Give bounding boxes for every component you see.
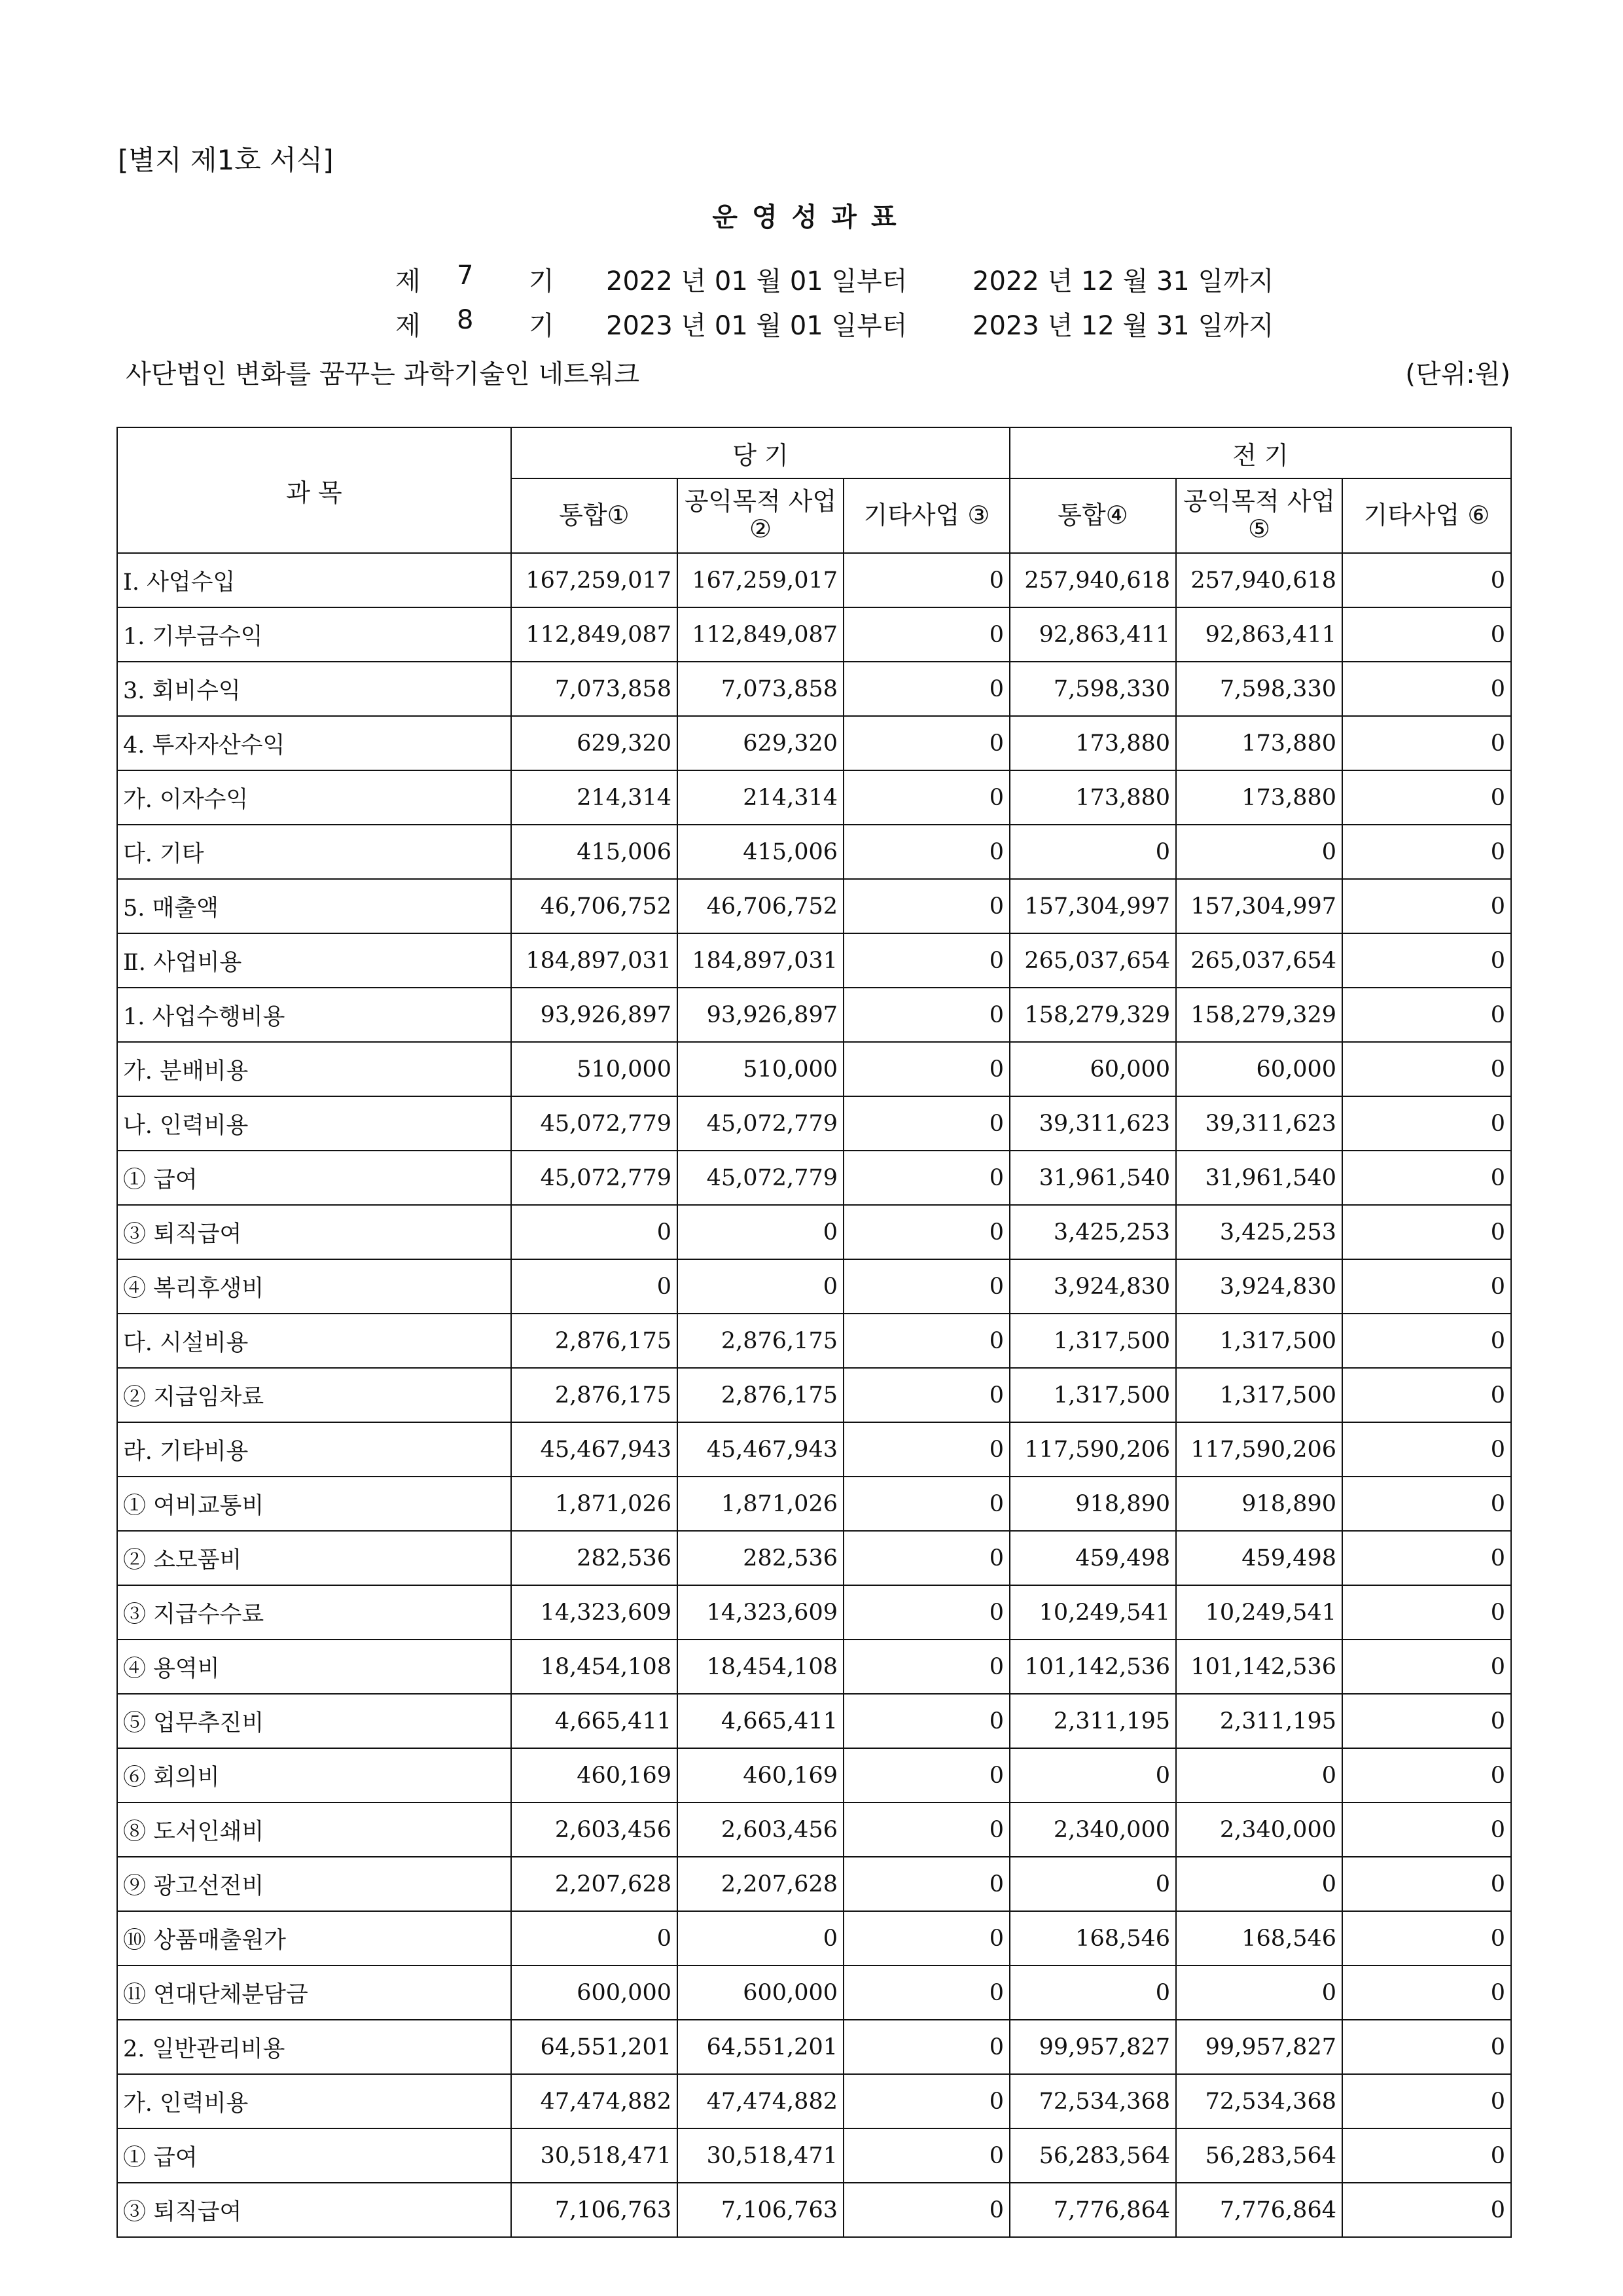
- row-subject: 5. 매출액: [117, 879, 511, 933]
- table-row: [117, 879, 1511, 933]
- row-value-col-5: 3,425,253: [1176, 1205, 1342, 1259]
- table-row: [117, 1911, 1511, 1965]
- row-subject: 3. 회비수익: [117, 662, 511, 716]
- row-value-col-4: 92,863,411: [1010, 607, 1176, 662]
- row-value-col-5: 39,311,623: [1176, 1096, 1342, 1151]
- row-value-col-2: 2,207,628: [677, 1857, 844, 1911]
- row-value-col-1: 46,706,752: [511, 879, 677, 933]
- row-value-col-5: 0: [1176, 1748, 1342, 1803]
- row-value-col-5: 10,249,541: [1176, 1585, 1342, 1640]
- row-subject: 1. 사업수행비용: [117, 988, 511, 1042]
- row-subject: ④ 복리후생비: [117, 1259, 511, 1314]
- table-row: [117, 1314, 1511, 1368]
- header-prior-period: 전 기: [1010, 427, 1511, 478]
- row-value-col-1: 460,169: [511, 1748, 677, 1803]
- table-row: [117, 933, 1511, 988]
- row-value-col-1: 2,876,175: [511, 1314, 677, 1368]
- period-prefix: 제: [395, 311, 421, 341]
- table-row: [117, 1640, 1511, 1694]
- row-subject: ⑩ 상품매출원가: [117, 1911, 511, 1965]
- row-value-col-2: 45,072,779: [677, 1096, 844, 1151]
- row-value-col-1: 2,876,175: [511, 1368, 677, 1422]
- row-value-col-4: 10,249,541: [1010, 1585, 1176, 1640]
- row-value-col-2: 0: [677, 1911, 844, 1965]
- operating-results-table: [116, 427, 1512, 2238]
- row-subject: ② 소모품비: [117, 1531, 511, 1585]
- table-row: [117, 1748, 1511, 1803]
- table-row: [117, 770, 1511, 825]
- row-value-col-2: 64,551,201: [677, 2020, 844, 2074]
- row-value-col-4: 2,311,195: [1010, 1694, 1176, 1748]
- row-value-col-6: 0: [1342, 1259, 1511, 1314]
- row-value-col-4: 2,340,000: [1010, 1803, 1176, 1857]
- row-value-col-2: 112,849,087: [677, 607, 844, 662]
- row-value-col-1: 45,072,779: [511, 1096, 677, 1151]
- row-value-col-3: 0: [844, 662, 1010, 716]
- row-subject: ② 지급임차료: [117, 1368, 511, 1422]
- row-value-col-3: 0: [844, 933, 1010, 988]
- table-row: [117, 2128, 1511, 2183]
- row-value-col-2: 460,169: [677, 1748, 844, 1803]
- row-value-col-3: 0: [844, 1368, 1010, 1422]
- row-value-col-4: 0: [1010, 1857, 1176, 1911]
- table-row: [117, 662, 1511, 716]
- period-start: 2022 년 01 월 01 일부터: [606, 266, 908, 296]
- table-row: [117, 1694, 1511, 1748]
- row-value-col-6: 0: [1342, 1965, 1511, 2020]
- row-value-col-5: 60,000: [1176, 1042, 1342, 1096]
- table-row: [117, 1259, 1511, 1314]
- row-value-col-2: 2,603,456: [677, 1803, 844, 1857]
- row-value-col-2: 18,454,108: [677, 1640, 844, 1694]
- row-value-col-2: 2,876,175: [677, 1368, 844, 1422]
- row-value-col-3: 0: [844, 1477, 1010, 1531]
- row-subject: ⑤ 업무추진비: [117, 1694, 511, 1748]
- row-value-col-3: 0: [844, 1803, 1010, 1857]
- form-label: [별지 제1호 서식]: [118, 144, 334, 176]
- unit-label: (단위:원): [1405, 359, 1510, 389]
- row-value-col-6: 0: [1342, 716, 1511, 770]
- row-value-col-6: 0: [1342, 1640, 1511, 1694]
- row-value-col-5: 92,863,411: [1176, 607, 1342, 662]
- row-value-col-3: 0: [844, 1205, 1010, 1259]
- row-value-col-1: 18,454,108: [511, 1640, 677, 1694]
- table-row: [117, 1096, 1511, 1151]
- row-value-col-3: 0: [844, 1422, 1010, 1477]
- period-end: 2023 년 12 월 31 일까지: [972, 311, 1274, 341]
- row-value-col-3: 0: [844, 2183, 1010, 2237]
- row-value-col-1: 7,106,763: [511, 2183, 677, 2237]
- row-value-col-3: 0: [844, 1531, 1010, 1585]
- row-subject: ④ 용역비: [117, 1640, 511, 1694]
- row-value-col-2: 7,073,858: [677, 662, 844, 716]
- row-value-col-3: 0: [844, 553, 1010, 607]
- table-row: [117, 1477, 1511, 1531]
- row-subject: 라. 기타비용: [117, 1422, 511, 1477]
- row-subject: ③ 퇴직급여: [117, 2183, 511, 2237]
- row-value-col-6: 0: [1342, 1477, 1511, 1531]
- row-value-col-1: 629,320: [511, 716, 677, 770]
- row-value-col-5: 31,961,540: [1176, 1151, 1342, 1205]
- row-value-col-3: 0: [844, 988, 1010, 1042]
- row-value-col-6: 0: [1342, 825, 1511, 879]
- row-value-col-2: 0: [677, 1205, 844, 1259]
- row-value-col-5: 2,311,195: [1176, 1694, 1342, 1748]
- row-subject: ① 급여: [117, 1151, 511, 1205]
- row-value-col-6: 0: [1342, 1422, 1511, 1477]
- header-col-3: 기타사업 ③: [844, 478, 1010, 553]
- row-subject: 나. 인력비용: [117, 1096, 511, 1151]
- header-col-2: 공익목적 사업②: [677, 478, 844, 553]
- row-value-col-5: 459,498: [1176, 1531, 1342, 1585]
- row-value-col-5: 157,304,997: [1176, 879, 1342, 933]
- row-value-col-5: 7,598,330: [1176, 662, 1342, 716]
- row-subject: 2. 일반관리비용: [117, 2020, 511, 2074]
- period-number: 8: [457, 305, 474, 335]
- row-value-col-2: 282,536: [677, 1531, 844, 1585]
- row-value-col-5: 117,590,206: [1176, 1422, 1342, 1477]
- row-value-col-3: 0: [844, 825, 1010, 879]
- row-value-col-1: 415,006: [511, 825, 677, 879]
- table-row: [117, 553, 1511, 607]
- row-value-col-4: 39,311,623: [1010, 1096, 1176, 1151]
- period-end: 2022 년 12 월 31 일까지: [972, 266, 1274, 296]
- table-row: [117, 1585, 1511, 1640]
- row-value-col-6: 0: [1342, 1585, 1511, 1640]
- table-row: [117, 1803, 1511, 1857]
- row-subject: 다. 시설비용: [117, 1314, 511, 1368]
- row-value-col-6: 0: [1342, 2020, 1511, 2074]
- row-value-col-5: 56,283,564: [1176, 2128, 1342, 2183]
- table-body: [117, 553, 1511, 2237]
- row-value-col-6: 0: [1342, 553, 1511, 607]
- row-value-col-4: 99,957,827: [1010, 2020, 1176, 2074]
- row-value-col-6: 0: [1342, 1368, 1511, 1422]
- row-value-col-4: 257,940,618: [1010, 553, 1176, 607]
- row-value-col-6: 0: [1342, 1205, 1511, 1259]
- row-value-col-6: 0: [1342, 988, 1511, 1042]
- row-subject: ⑥ 회의비: [117, 1748, 511, 1803]
- row-value-col-2: 510,000: [677, 1042, 844, 1096]
- table-row: [117, 1151, 1511, 1205]
- row-value-col-5: 0: [1176, 1965, 1342, 2020]
- row-value-col-2: 214,314: [677, 770, 844, 825]
- table-row: [117, 716, 1511, 770]
- row-subject: ⑧ 도서인쇄비: [117, 1803, 511, 1857]
- row-value-col-3: 0: [844, 1042, 1010, 1096]
- period-number: 7: [457, 260, 474, 291]
- period-prefix: 제: [395, 266, 421, 296]
- row-value-col-2: 1,871,026: [677, 1477, 844, 1531]
- row-value-col-3: 0: [844, 1096, 1010, 1151]
- row-value-col-3: 0: [844, 1694, 1010, 1748]
- row-subject: ① 여비교통비: [117, 1477, 511, 1531]
- row-value-col-4: 3,924,830: [1010, 1259, 1176, 1314]
- row-value-col-3: 0: [844, 1314, 1010, 1368]
- table-row: [117, 1042, 1511, 1096]
- row-value-col-1: 45,467,943: [511, 1422, 677, 1477]
- table-row: [117, 607, 1511, 662]
- row-value-col-2: 7,106,763: [677, 2183, 844, 2237]
- row-value-col-6: 0: [1342, 1531, 1511, 1585]
- row-subject: ③ 퇴직급여: [117, 1205, 511, 1259]
- row-value-col-4: 173,880: [1010, 770, 1176, 825]
- row-value-col-3: 0: [844, 770, 1010, 825]
- row-value-col-4: 1,317,500: [1010, 1368, 1176, 1422]
- row-value-col-3: 0: [844, 1748, 1010, 1803]
- row-value-col-1: 4,665,411: [511, 1694, 677, 1748]
- row-value-col-4: 918,890: [1010, 1477, 1176, 1531]
- row-value-col-3: 0: [844, 1259, 1010, 1314]
- row-value-col-2: 45,072,779: [677, 1151, 844, 1205]
- row-value-col-5: 2,340,000: [1176, 1803, 1342, 1857]
- row-value-col-2: 0: [677, 1259, 844, 1314]
- row-value-col-5: 99,957,827: [1176, 2020, 1342, 2074]
- row-value-col-1: 510,000: [511, 1042, 677, 1096]
- row-value-col-3: 0: [844, 2074, 1010, 2128]
- row-value-col-2: 93,926,897: [677, 988, 844, 1042]
- row-value-col-5: 3,924,830: [1176, 1259, 1342, 1314]
- row-value-col-5: 0: [1176, 1857, 1342, 1911]
- row-subject: 가. 이자수익: [117, 770, 511, 825]
- row-value-col-5: 257,940,618: [1176, 553, 1342, 607]
- row-value-col-5: 173,880: [1176, 770, 1342, 825]
- row-value-col-1: 167,259,017: [511, 553, 677, 607]
- header-col-6: 기타사업 ⑥: [1342, 478, 1511, 553]
- period-start: 2023 년 01 월 01 일부터: [606, 311, 908, 341]
- row-value-col-5: 1,317,500: [1176, 1368, 1342, 1422]
- row-value-col-1: 0: [511, 1259, 677, 1314]
- row-value-col-6: 0: [1342, 1694, 1511, 1748]
- row-value-col-5: 101,142,536: [1176, 1640, 1342, 1694]
- table-row: [117, 1531, 1511, 1585]
- row-value-col-6: 0: [1342, 1911, 1511, 1965]
- row-value-col-2: 600,000: [677, 1965, 844, 2020]
- table-row: [117, 1965, 1511, 2020]
- table-row: [117, 2020, 1511, 2074]
- row-value-col-3: 0: [844, 1585, 1010, 1640]
- row-value-col-4: 158,279,329: [1010, 988, 1176, 1042]
- row-value-col-4: 7,776,864: [1010, 2183, 1176, 2237]
- row-value-col-2: 167,259,017: [677, 553, 844, 607]
- row-value-col-1: 30,518,471: [511, 2128, 677, 2183]
- row-value-col-6: 0: [1342, 1857, 1511, 1911]
- row-value-col-1: 14,323,609: [511, 1585, 677, 1640]
- table-row: [117, 825, 1511, 879]
- period-suffix: 기: [529, 311, 554, 341]
- row-value-col-4: 117,590,206: [1010, 1422, 1176, 1477]
- row-value-col-6: 0: [1342, 2074, 1511, 2128]
- row-subject: Ⅱ. 사업비용: [117, 933, 511, 988]
- row-value-col-2: 46,706,752: [677, 879, 844, 933]
- row-value-col-1: 0: [511, 1911, 677, 1965]
- row-value-col-4: 3,425,253: [1010, 1205, 1176, 1259]
- row-value-col-1: 2,207,628: [511, 1857, 677, 1911]
- row-value-col-6: 0: [1342, 1803, 1511, 1857]
- row-value-col-6: 0: [1342, 1151, 1511, 1205]
- row-value-col-1: 2,603,456: [511, 1803, 677, 1857]
- organization-name: 사단법인 변화를 꿈꾸는 과학기술인 네트워크: [126, 359, 640, 389]
- row-value-col-1: 64,551,201: [511, 2020, 677, 2074]
- row-value-col-5: 173,880: [1176, 716, 1342, 770]
- row-value-col-5: 158,279,329: [1176, 988, 1342, 1042]
- row-value-col-3: 0: [844, 1857, 1010, 1911]
- row-value-col-6: 0: [1342, 1096, 1511, 1151]
- row-value-col-4: 1,317,500: [1010, 1314, 1176, 1368]
- row-value-col-1: 214,314: [511, 770, 677, 825]
- row-value-col-4: 56,283,564: [1010, 2128, 1176, 2183]
- row-value-col-1: 112,849,087: [511, 607, 677, 662]
- row-value-col-4: 101,142,536: [1010, 1640, 1176, 1694]
- table-row: [117, 1205, 1511, 1259]
- row-value-col-5: 265,037,654: [1176, 933, 1342, 988]
- table-row: [117, 2183, 1511, 2237]
- row-value-col-2: 2,876,175: [677, 1314, 844, 1368]
- row-value-col-1: 282,536: [511, 1531, 677, 1585]
- row-value-col-6: 0: [1342, 1748, 1511, 1803]
- page-title: 운영성과표: [712, 202, 911, 232]
- row-value-col-3: 0: [844, 879, 1010, 933]
- header-col-5: 공익목적 사업⑤: [1176, 478, 1342, 553]
- row-value-col-6: 0: [1342, 2183, 1511, 2237]
- row-value-col-4: 168,546: [1010, 1911, 1176, 1965]
- row-value-col-2: 45,467,943: [677, 1422, 844, 1477]
- row-value-col-4: 0: [1010, 825, 1176, 879]
- row-value-col-6: 0: [1342, 933, 1511, 988]
- row-value-col-3: 0: [844, 1911, 1010, 1965]
- row-value-col-4: 60,000: [1010, 1042, 1176, 1096]
- row-subject: 다. 기타: [117, 825, 511, 879]
- row-value-col-1: 7,073,858: [511, 662, 677, 716]
- row-value-col-6: 0: [1342, 662, 1511, 716]
- row-subject: 1. 기부금수익: [117, 607, 511, 662]
- row-value-col-5: 168,546: [1176, 1911, 1342, 1965]
- row-value-col-2: 415,006: [677, 825, 844, 879]
- row-value-col-1: 0: [511, 1205, 677, 1259]
- row-value-col-1: 184,897,031: [511, 933, 677, 988]
- table-row: [117, 988, 1511, 1042]
- row-value-col-3: 0: [844, 1151, 1010, 1205]
- period-suffix: 기: [529, 266, 554, 296]
- row-value-col-1: 1,871,026: [511, 1477, 677, 1531]
- row-subject: Ⅰ. 사업수입: [117, 553, 511, 607]
- row-value-col-4: 0: [1010, 1748, 1176, 1803]
- row-value-col-2: 14,323,609: [677, 1585, 844, 1640]
- row-value-col-5: 1,317,500: [1176, 1314, 1342, 1368]
- row-subject: 가. 인력비용: [117, 2074, 511, 2128]
- row-value-col-6: 0: [1342, 607, 1511, 662]
- row-value-col-4: 173,880: [1010, 716, 1176, 770]
- row-value-col-1: 47,474,882: [511, 2074, 677, 2128]
- header-col-1: 통합①: [511, 478, 677, 553]
- table-row: [117, 1368, 1511, 1422]
- row-value-col-4: 31,961,540: [1010, 1151, 1176, 1205]
- row-subject: ⑪ 연대단체분담금: [117, 1965, 511, 2020]
- row-value-col-4: 0: [1010, 1965, 1176, 2020]
- row-value-col-3: 0: [844, 1965, 1010, 2020]
- row-value-col-6: 0: [1342, 770, 1511, 825]
- row-value-col-4: 265,037,654: [1010, 933, 1176, 988]
- table-row: [117, 1422, 1511, 1477]
- row-value-col-6: 0: [1342, 879, 1511, 933]
- header-col-4: 통합④: [1010, 478, 1176, 553]
- row-value-col-4: 7,598,330: [1010, 662, 1176, 716]
- row-subject: 4. 투자자산수익: [117, 716, 511, 770]
- row-value-col-1: 93,926,897: [511, 988, 677, 1042]
- row-value-col-6: 0: [1342, 1314, 1511, 1368]
- table-row: [117, 1857, 1511, 1911]
- row-value-col-3: 0: [844, 2128, 1010, 2183]
- row-value-col-3: 0: [844, 716, 1010, 770]
- row-subject: ⑨ 광고선전비: [117, 1857, 511, 1911]
- row-subject: ① 급여: [117, 2128, 511, 2183]
- row-value-col-4: 459,498: [1010, 1531, 1176, 1585]
- row-value-col-3: 0: [844, 607, 1010, 662]
- row-value-col-2: 30,518,471: [677, 2128, 844, 2183]
- row-value-col-6: 0: [1342, 2128, 1511, 2183]
- header-subject: 과 목: [117, 427, 511, 553]
- row-value-col-2: 629,320: [677, 716, 844, 770]
- row-value-col-5: 72,534,368: [1176, 2074, 1342, 2128]
- row-value-col-6: 0: [1342, 1042, 1511, 1096]
- row-value-col-2: 4,665,411: [677, 1694, 844, 1748]
- row-value-col-5: 918,890: [1176, 1477, 1342, 1531]
- row-value-col-5: 0: [1176, 825, 1342, 879]
- table-row: [117, 2074, 1511, 2128]
- row-value-col-3: 0: [844, 2020, 1010, 2074]
- row-value-col-4: 72,534,368: [1010, 2074, 1176, 2128]
- row-subject: ③ 지급수수료: [117, 1585, 511, 1640]
- row-value-col-2: 184,897,031: [677, 933, 844, 988]
- row-value-col-5: 7,776,864: [1176, 2183, 1342, 2237]
- row-subject: 가. 분배비용: [117, 1042, 511, 1096]
- row-value-col-4: 157,304,997: [1010, 879, 1176, 933]
- header-current-period: 당 기: [511, 427, 1010, 478]
- row-value-col-1: 45,072,779: [511, 1151, 677, 1205]
- row-value-col-3: 0: [844, 1640, 1010, 1694]
- row-value-col-1: 600,000: [511, 1965, 677, 2020]
- row-value-col-2: 47,474,882: [677, 2074, 844, 2128]
